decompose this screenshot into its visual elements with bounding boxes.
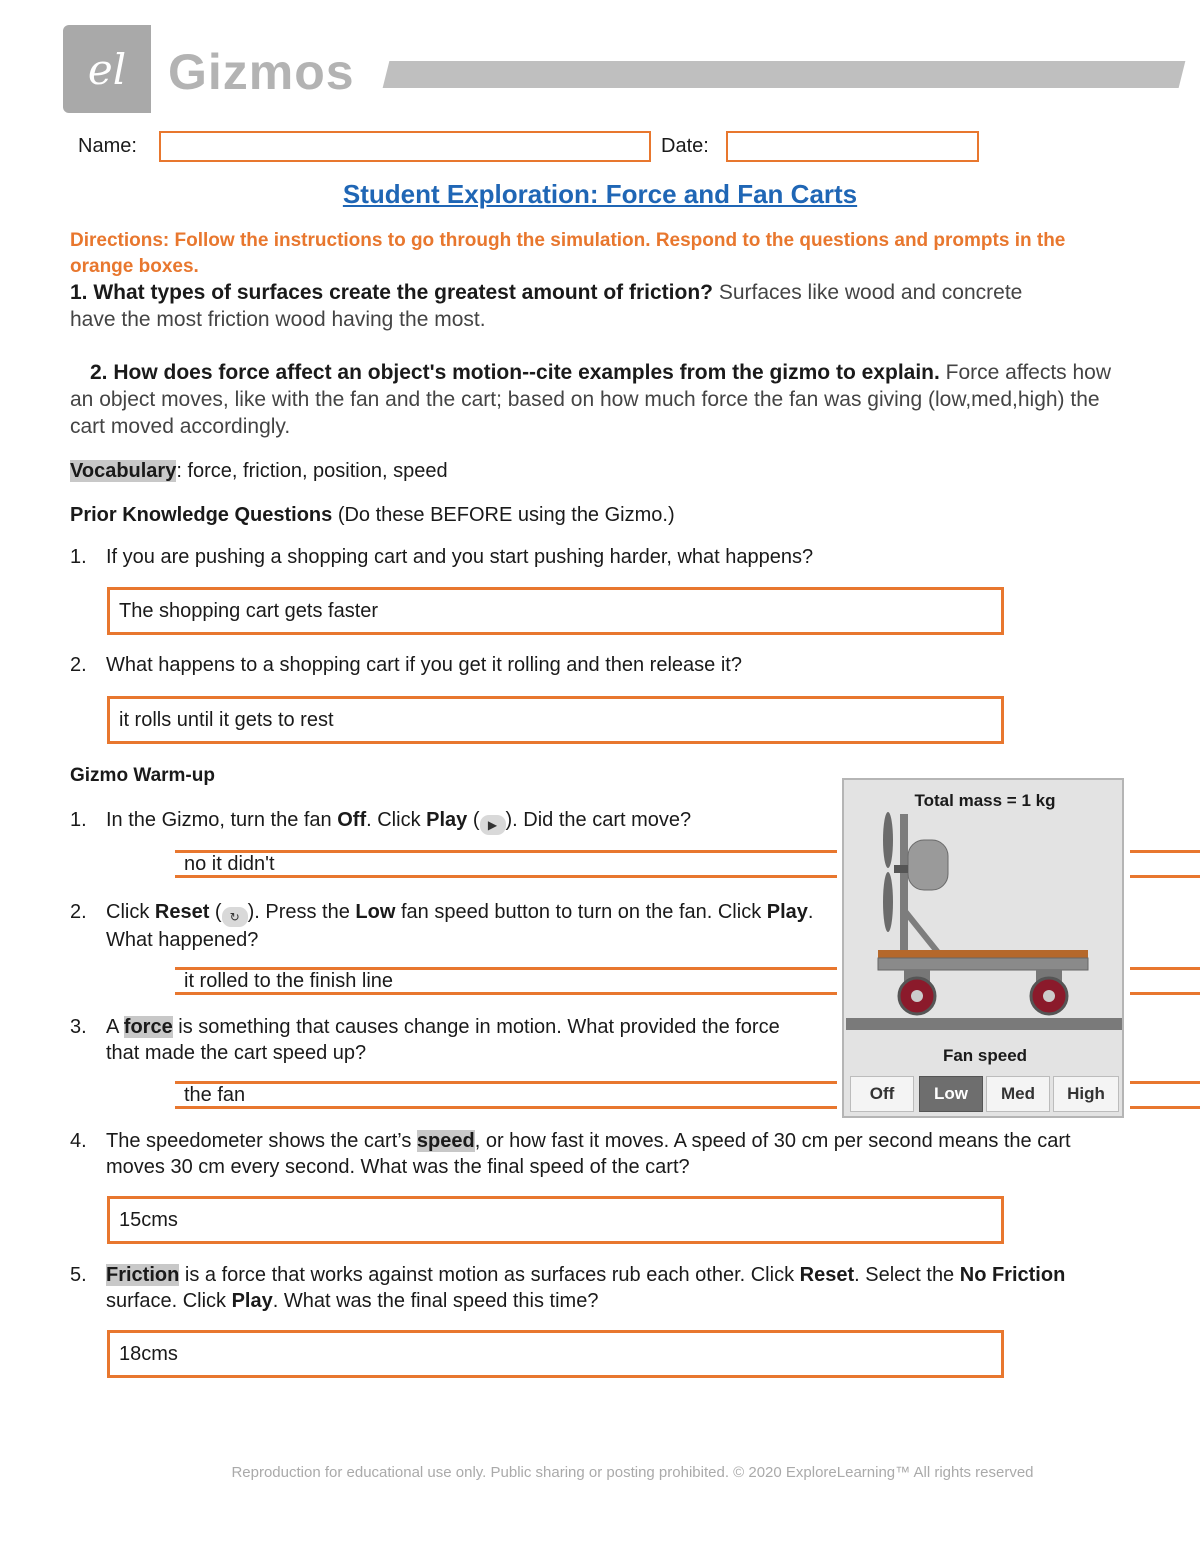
warmup-q3-number: 3. xyxy=(70,1016,87,1038)
warmup-q2-t1: Click xyxy=(106,901,155,923)
name-field[interactable] xyxy=(159,131,651,162)
fan-low-button[interactable]: Low xyxy=(919,1076,983,1112)
warmup-heading: Gizmo Warm-up xyxy=(70,765,215,786)
intro-question-2-text: 2. How does force affect an object's motion--cite examples from the gizmo to explain. xyxy=(90,361,940,384)
footer-copyright: Reproduction for educational use only. Public sharing or posting prohibited. © 2020 ExploreLearning™ All rights reserved xyxy=(231,1464,1034,1481)
intro-question-1-text: 1. What types of surfaces create the greatest amount of friction? xyxy=(70,281,713,304)
warmup-q2-t2: ( xyxy=(209,901,222,923)
warmup-q5-t1: is a force that works against motion as surfaces rub each other. Click xyxy=(179,1264,800,1286)
warmup-q1-answer-end xyxy=(1130,850,1200,878)
prior-q1-answer[interactable]: The shopping cart gets faster xyxy=(107,587,1004,635)
prior-q2-number: 2. xyxy=(70,654,87,676)
intro-question-2 xyxy=(70,359,1120,440)
vocabulary-label: Vocabulary xyxy=(70,460,177,482)
warmup-q4-text xyxy=(106,1128,1116,1180)
warmup-q1-t1: In the Gizmo, turn the fan xyxy=(106,809,338,831)
warmup-q1-t2: . Click xyxy=(366,809,427,831)
warmup-q5-t2: . Select the xyxy=(854,1264,960,1286)
warmup-q5-play: Play xyxy=(231,1290,273,1312)
cart-track xyxy=(846,1018,1122,1030)
cart-wheel-right-hub xyxy=(1043,990,1055,1002)
cart-frame xyxy=(878,958,1088,970)
warmup-q3-answer[interactable]: the fan xyxy=(175,1081,837,1109)
fan-motor xyxy=(908,840,948,890)
fan-blade-bottom xyxy=(883,872,893,932)
total-mass-label: Total mass = 1 kg xyxy=(914,791,1056,810)
warmup-q4-t1: The speedometer shows the cart’s xyxy=(106,1130,417,1152)
warmup-q2-t4: fan speed button to turn on the fan. Click xyxy=(395,901,767,923)
warmup-q3-t1: A xyxy=(106,1016,124,1038)
brand-title: Gizmos xyxy=(168,44,355,100)
name-label: Name: xyxy=(78,135,137,157)
warmup-q2-play: Play xyxy=(766,901,808,923)
warmup-q2-text xyxy=(106,899,826,953)
prior-heading-text: Prior Knowledge Questions xyxy=(70,504,333,526)
intro-answer-1: Surfaces like wood and concrete have the most friction wood having the most. xyxy=(70,281,1023,331)
fan-cart-illustration xyxy=(864,810,1114,1020)
warmup-q2-reset: Reset xyxy=(154,901,210,923)
warmup-q5-number: 5. xyxy=(70,1264,87,1286)
warmup-q3-answer-end xyxy=(1130,1081,1200,1109)
warmup-q2-answer-end xyxy=(1130,967,1200,995)
intro-answer-2: Force affects how an object moves, like with the fan and the cart; based on how much force the fan was giving (low,med,high) the cart moved accordingly. xyxy=(70,361,1112,438)
warmup-q2-low: Low xyxy=(355,901,396,923)
prior-knowledge-heading xyxy=(70,502,675,528)
warmup-q4-number: 4. xyxy=(70,1130,87,1152)
warmup-q3-text xyxy=(106,1014,806,1066)
date-field[interactable] xyxy=(726,131,979,162)
prior-q2-text: What happens to a shopping cart if you get it rolling and then release it? xyxy=(106,654,742,676)
prior-heading-note: (Do these BEFORE using the Gizmo.) xyxy=(337,504,675,526)
header-bar xyxy=(383,61,1186,88)
warmup-q1-answer[interactable]: no it didn't xyxy=(175,850,837,878)
warmup-q5-t4: . What was the final speed this time? xyxy=(272,1290,599,1312)
warmup-q5-reset: Reset xyxy=(799,1264,855,1286)
reset-icon: ↻ xyxy=(222,907,248,927)
fan-speed-label: Fan speed xyxy=(942,1046,1028,1065)
vocabulary-terms: : force, friction, position, speed xyxy=(176,460,448,482)
warmup-q2-t3: ). Press the xyxy=(247,901,356,923)
fan-high-button[interactable]: High xyxy=(1053,1076,1119,1112)
warmup-q1-number: 1. xyxy=(70,809,87,831)
warmup-q3-force: force xyxy=(123,1016,173,1038)
warmup-q1-play: Play xyxy=(426,809,468,831)
cart-wheel-left-hub xyxy=(911,990,923,1002)
warmup-q2-t5: . What happened? xyxy=(106,901,814,951)
vocabulary xyxy=(70,458,448,484)
gizmo-panel xyxy=(842,778,1124,1118)
warmup-q4-answer[interactable]: 15cms xyxy=(107,1196,1004,1244)
page-title: Student Exploration: Force and Fan Carts xyxy=(342,179,858,209)
prior-q1-text: If you are pushing a shopping cart and you start pushing harder, what happens? xyxy=(106,546,814,568)
prior-q1-number: 1. xyxy=(70,546,87,568)
warmup-q2-number: 2. xyxy=(70,901,87,923)
date-label: Date: xyxy=(661,135,709,157)
warmup-q1-t4: ). Did the cart move? xyxy=(505,809,692,831)
warmup-q5-t3: surface. Click xyxy=(106,1290,232,1312)
warmup-q4-speed: speed xyxy=(416,1130,475,1152)
fan-off-button[interactable]: Off xyxy=(850,1076,914,1112)
explorelearning-logo: el xyxy=(87,44,127,94)
play-icon: ▶ xyxy=(480,815,506,835)
fan-med-button[interactable]: Med xyxy=(986,1076,1050,1112)
intro-question-1 xyxy=(70,279,1070,333)
warmup-q2-answer[interactable]: it rolled to the finish line xyxy=(175,967,837,995)
warmup-q5-answer[interactable]: 18cms xyxy=(107,1330,1004,1378)
warmup-q4-t2: , or how fast it moves. A speed of 30 cm per second means the cart moves 30 cm every second. What was the final speed of the cart? xyxy=(106,1130,1071,1178)
prior-q2-answer[interactable]: it rolls until it gets to rest xyxy=(107,696,1004,744)
warmup-q1-text xyxy=(106,807,826,835)
warmup-q3-t2: is something that causes change in motion. What provided the force that made the cart speed up? xyxy=(106,1016,780,1064)
warmup-q1-t3: ( xyxy=(467,809,480,831)
warmup-q5-friction: Friction xyxy=(106,1264,180,1286)
directions: Directions: Follow the instructions to go through the simulation. Respond to the questions and prompts in the orange boxes. xyxy=(70,230,1066,277)
warmup-q1-off: Off xyxy=(337,809,367,831)
warmup-q5-text xyxy=(106,1262,1076,1314)
warmup-q5-no-friction: No Friction xyxy=(959,1264,1066,1286)
fan-hub xyxy=(894,865,908,873)
fan-mast xyxy=(900,814,908,964)
fan-blade-top xyxy=(883,812,893,868)
